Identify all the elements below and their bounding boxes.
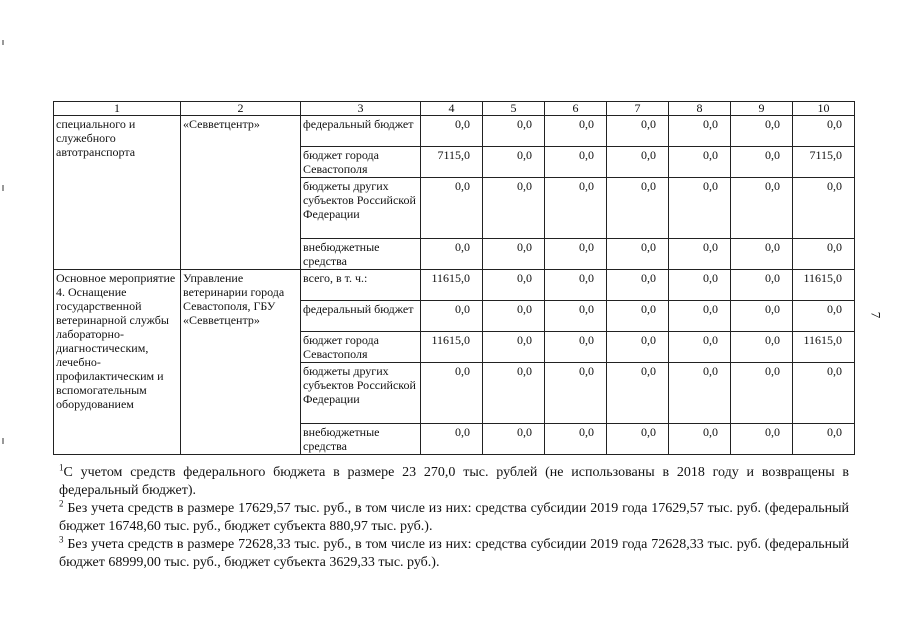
- table-cell: 0,0: [731, 178, 793, 239]
- funding-source: бюджет города Севастополя: [301, 332, 421, 363]
- table-cell: 0,0: [545, 424, 607, 455]
- table-row: [54, 116, 855, 147]
- table-cell: 0,0: [669, 239, 731, 270]
- table-cell: 0,0: [421, 116, 483, 147]
- responsible-organization: «Севветцентр»: [181, 116, 301, 270]
- footnote: [59, 536, 849, 572]
- footnote: [59, 500, 849, 536]
- table-cell: 0,0: [483, 332, 545, 363]
- column-number: 2: [181, 102, 301, 116]
- table-cell: 0,0: [545, 301, 607, 332]
- table-cell: 0,0: [421, 424, 483, 455]
- table-cell: 0,0: [731, 116, 793, 147]
- table-cell: 0,0: [607, 178, 669, 239]
- table-cell: 0,0: [483, 147, 545, 178]
- table-cell: 0,0: [483, 424, 545, 455]
- table-cell: 0,0: [731, 363, 793, 424]
- footnotes: [59, 464, 849, 572]
- funding-source: бюджет города Севастополя: [301, 147, 421, 178]
- funding-source: федеральный бюджет: [301, 301, 421, 332]
- table-cell: 0,0: [607, 424, 669, 455]
- table-cell: 0,0: [421, 363, 483, 424]
- table-header-row: [54, 102, 855, 116]
- table-cell: 0,0: [793, 116, 855, 147]
- table-cell: 0,0: [545, 147, 607, 178]
- table-cell: 0,0: [793, 239, 855, 270]
- column-number: 10: [793, 102, 855, 116]
- table-cell: 0,0: [669, 332, 731, 363]
- table-cell: 0,0: [607, 239, 669, 270]
- table-cell: 0,0: [545, 363, 607, 424]
- table-cell: 0,0: [793, 178, 855, 239]
- responsible-organization: Управление ветеринарии города Севастополя, ГБУ «Севветцентр»: [181, 270, 301, 455]
- table-cell: 0,0: [669, 270, 731, 301]
- table-cell: 0,0: [731, 332, 793, 363]
- table-cell: 0,0: [483, 116, 545, 147]
- table-cell: 0,0: [731, 301, 793, 332]
- table-cell: 0,0: [793, 301, 855, 332]
- footnote-number: 2: [59, 498, 64, 509]
- table-cell: 11615,0: [421, 270, 483, 301]
- column-number: 5: [483, 102, 545, 116]
- table-cell: 0,0: [669, 301, 731, 332]
- footnote: [59, 464, 849, 500]
- footnote-text: Без учета средств в размере 72628,33 тыс. руб., в том числе из них: средства субсидии 2019 года 72628,33 тыс. руб. (федеральный бюджет 68999,00 тыс. руб., бюджет субъекта 3629,33 тыс. руб.).: [59, 537, 849, 570]
- table-cell: 0,0: [607, 270, 669, 301]
- table-row: [54, 270, 855, 301]
- table-cell: 0,0: [731, 147, 793, 178]
- column-number: 7: [607, 102, 669, 116]
- table-cell: 0,0: [483, 301, 545, 332]
- column-number: 1: [54, 102, 181, 116]
- funding-source: бюджеты других субъектов Российской Федерации: [301, 178, 421, 239]
- table-cell: 0,0: [607, 147, 669, 178]
- funding-source: внебюджетные средства: [301, 239, 421, 270]
- table-cell: 0,0: [607, 301, 669, 332]
- table-cell: 0,0: [669, 116, 731, 147]
- funding-source: федеральный бюджет: [301, 116, 421, 147]
- table-cell: 7115,0: [793, 147, 855, 178]
- scan-artifact: [2, 438, 4, 444]
- table-cell: 0,0: [483, 363, 545, 424]
- column-number: 4: [421, 102, 483, 116]
- footnote-number: 1: [59, 462, 64, 473]
- table-cell: 0,0: [669, 147, 731, 178]
- table-cell: 11615,0: [421, 332, 483, 363]
- budget-table: [53, 101, 855, 455]
- table-cell: 0,0: [545, 270, 607, 301]
- scan-artifact: [2, 40, 4, 45]
- table-cell: 0,0: [669, 363, 731, 424]
- column-number: 9: [731, 102, 793, 116]
- table-cell: 0,0: [669, 178, 731, 239]
- table-cell: 0,0: [731, 424, 793, 455]
- table-cell: 0,0: [607, 363, 669, 424]
- table-cell: 0,0: [545, 332, 607, 363]
- table-cell: 0,0: [483, 239, 545, 270]
- footnote-number: 3: [59, 534, 64, 545]
- table-cell: 0,0: [421, 301, 483, 332]
- table-cell: 0,0: [607, 332, 669, 363]
- funding-source: бюджеты других субъектов Российской Федерации: [301, 363, 421, 424]
- table-cell: 0,0: [793, 424, 855, 455]
- footnote-text: С учетом средств федерального бюджета в размере 23 270,0 тыс. рублей (не использованы в 2018 году и возвращены в федеральный бюджет).: [59, 465, 849, 498]
- table-cell: 0,0: [545, 116, 607, 147]
- column-number: 8: [669, 102, 731, 116]
- table-cell: 11615,0: [793, 270, 855, 301]
- table-cell: 0,0: [421, 178, 483, 239]
- activity-description: специального и служебного автотранспорта: [54, 116, 181, 270]
- footnote-text: Без учета средств в размере 17629,57 тыс. руб., в том числе из них: средства субсидии 2019 года 17629,57 тыс. руб. (федеральный бюджет 16748,60 тыс. руб., бюджет субъекта 880,97 тыс. руб.).: [59, 501, 849, 534]
- table-cell: 7115,0: [421, 147, 483, 178]
- scan-artifact: [2, 185, 4, 191]
- table-cell: 0,0: [607, 116, 669, 147]
- table-cell: 0,0: [731, 239, 793, 270]
- table-cell: 0,0: [483, 178, 545, 239]
- page-number: 7: [868, 311, 884, 319]
- activity-description: Основное мероприятие 4. Оснащение государственной ветеринарной службы лабораторно-диагностическим, лечебно-профилактическим и вспомогательным оборудованием: [54, 270, 181, 455]
- table-cell: 0,0: [793, 363, 855, 424]
- funding-source: всего, в т. ч.:: [301, 270, 421, 301]
- table-cell: 0,0: [731, 270, 793, 301]
- table-cell: 0,0: [545, 178, 607, 239]
- table-cell: 11615,0: [793, 332, 855, 363]
- table-cell: 0,0: [669, 424, 731, 455]
- table-cell: 0,0: [421, 239, 483, 270]
- column-number: 6: [545, 102, 607, 116]
- funding-source: внебюджетные средства: [301, 424, 421, 455]
- table-cell: 0,0: [545, 239, 607, 270]
- column-number: 3: [301, 102, 421, 116]
- table-cell: 0,0: [483, 270, 545, 301]
